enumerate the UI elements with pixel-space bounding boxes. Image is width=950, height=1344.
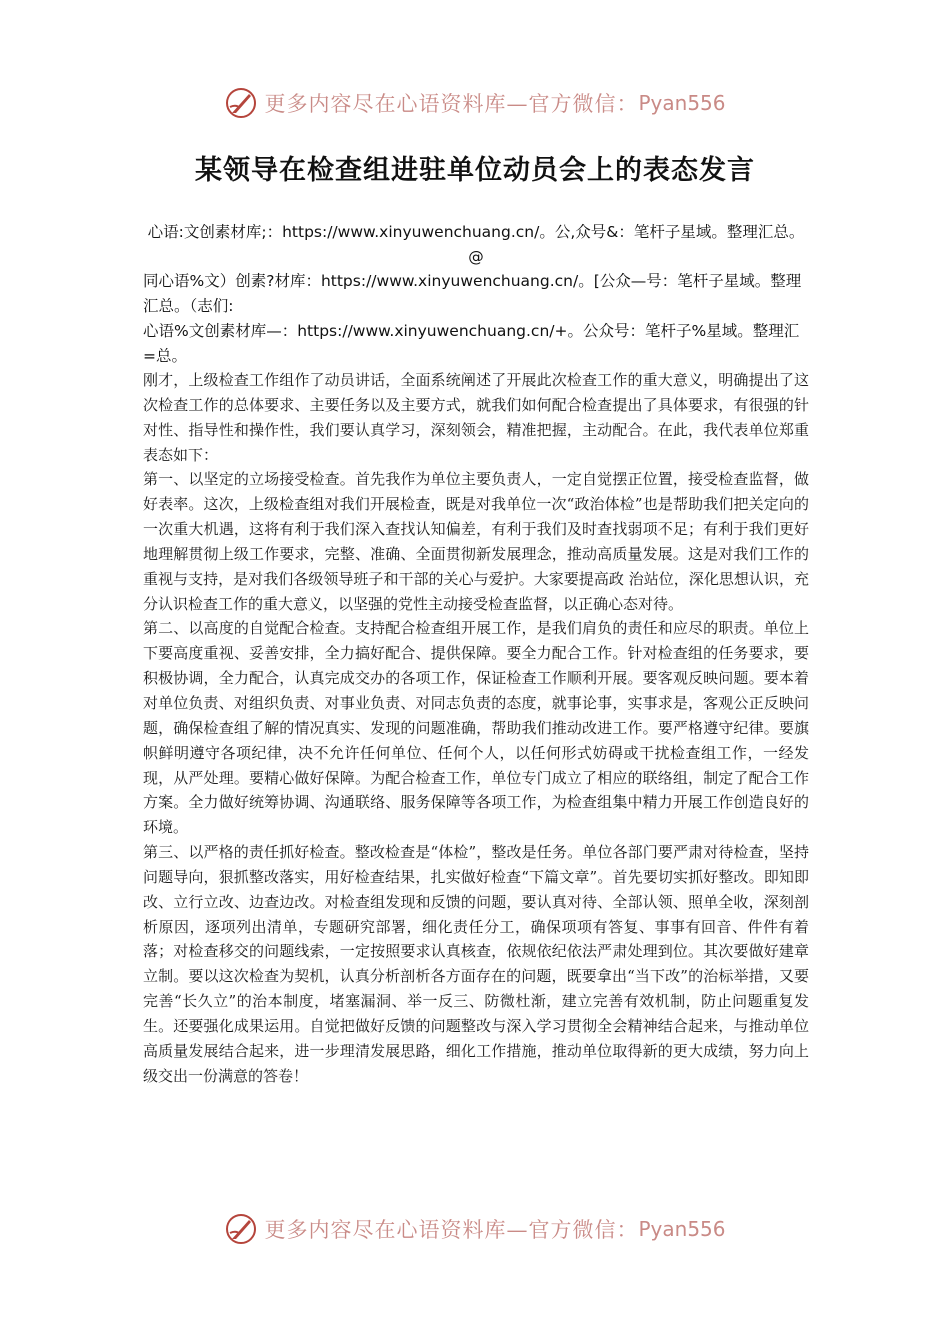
banner-wechat-id: Pyan556 [638,1217,726,1241]
quill-logo-icon [224,1212,258,1246]
source-notice: 同心语%文）创素?材库：https://www.xinyuwenchuang.cn/。[公众—号：笔杆子星域。整理汇总。（志们: [143,272,802,315]
document-title: 某领导在检查组进驻单位动员会上的表态发言 [195,155,755,186]
banner-wechat-id: Pyan556 [638,91,726,115]
paragraph-first-point: 第一、以坚定的立场接受检查。首先我作为单位主要负责人，一定自觉摆正位置，接受检查监督，做好表率。这次，上级检查组对我们开展检查，既是对我单位一次“政治体检”也是帮助我们把关定向的一次重大机遇，这将有利于我们深入查找认知偏差，有利于我们及时查找弱项不足；有利于我们更好地理解贯彻上级工作要求，完整、准确、全面贯彻新发展理念，推动高质量发展。这是对我们工作的重视与支持，是对我们各级领导班子和干部的关心与爱护。大家要提高政 治站位，深化思想认识，充分认识检查工作的重大意义，以坚强的党性主动接受检查监督，以正确心态对待。 [143,470,809,613]
footer-banner [0,1206,950,1252]
document-body [143,368,809,1088]
header-banner [0,80,950,126]
paragraph-third-point: 第三、以严格的责任抓好检查。整改检查是“体检”，整改是任务。单位各部门要严肃对待检查，坚持问题导向，狠抓整改落实，用好检查结果，扎实做好检查“下篇文章”。首先要切实抓好整改。即知即改、立行立改、边查边改。对检查组发现和反馈的问题，要认真对待、全部认领、照单全收，深刻剖析原因，逐项列出清单，专题研究部署，细化责任分工，确保项项有答复、事事有回音、件件有着落；对检查移交的问题线索，一定按照要求认真核查，依规依纪依法严肃处理到位。其次要做好建章立制。要以这次检查为契机，认真分析剖析各方面存在的问题，既要拿出“当下改”的治标举措，又要完善“长久立”的治本制度，堵塞漏洞、举一反三、防微杜渐，建立完善有效机制，防止问题重复发生。还要强化成果运用。自觉把做好反馈的问题整改与深入学习贯彻全会精神结合起来，与推动单位高质量发展结合起来，进一步理清发展思路，细化工作措施，推动单位取得新的更大成绩，努力向上级交出一份满意的答卷！ [143,843,809,1085]
paragraph-second-point: 第二、以高度的自觉配合检查。支持配合检查组开展工作，是我们肩负的责任和应尽的职责。单位上下要高度重视、妥善安排，全力搞好配合、提供保障。要全力配合工作。针对检查组的任务要求，要积极协调，全力配合，认真完成交办的各项工作，保证检查工作顺利开展。要客观反映问题。要本着对单位负责、对组织负责、对事业负责、对同志负责的态度，就事论事，实事求是，客观公正反映问题，确保检查组了解的情况真实、发现的问题准确，帮助我们推动改进工作。要严格遵守纪律。要旗帜鲜明遵守各项纪律，决不允许任何单位、任何个人，以任何形式妨碍或干扰检查组工作，一经发现，从严处理。要精心做好保障。为配合检查工作，单位专门成立了相应的联络组，制定了配合工作方案。全力做好统筹协调、沟通联络、服务保障等各项工作，为检查组集中精力开展工作创造良好的环境。 [143,619,809,837]
quill-logo-icon [224,86,258,120]
banner-text: 更多内容尽在心语资料库—官方微信： [264,92,639,116]
paragraph-intro: 刚才，上级检查工作组作了动员讲话，全面系统阐述了开展此次检查工作的重大意义，明确提出了这次检查工作的总体要求、主要任务以及主要方式，就我们如何配合检查提出了具体要求，有很强的针对性、指导性和操作性，我们要认真学习，深刻领会，精准把握，主动配合。在此，我代表单位郑重表态如下： [143,371,809,464]
source-notice: 心语%文创素材库—：https://www.xinyuwenchuang.cn/+。公众号：笔杆子%星域。整理汇=总。 [143,322,800,365]
banner-text: 更多内容尽在心语资料库—官方微信： [264,1218,639,1242]
source-notice: 心语:文创素材库;：https://www.xinyuwenchuang.cn/。公,众号&：笔杆子星域。整理汇总。@ [147,223,805,266]
